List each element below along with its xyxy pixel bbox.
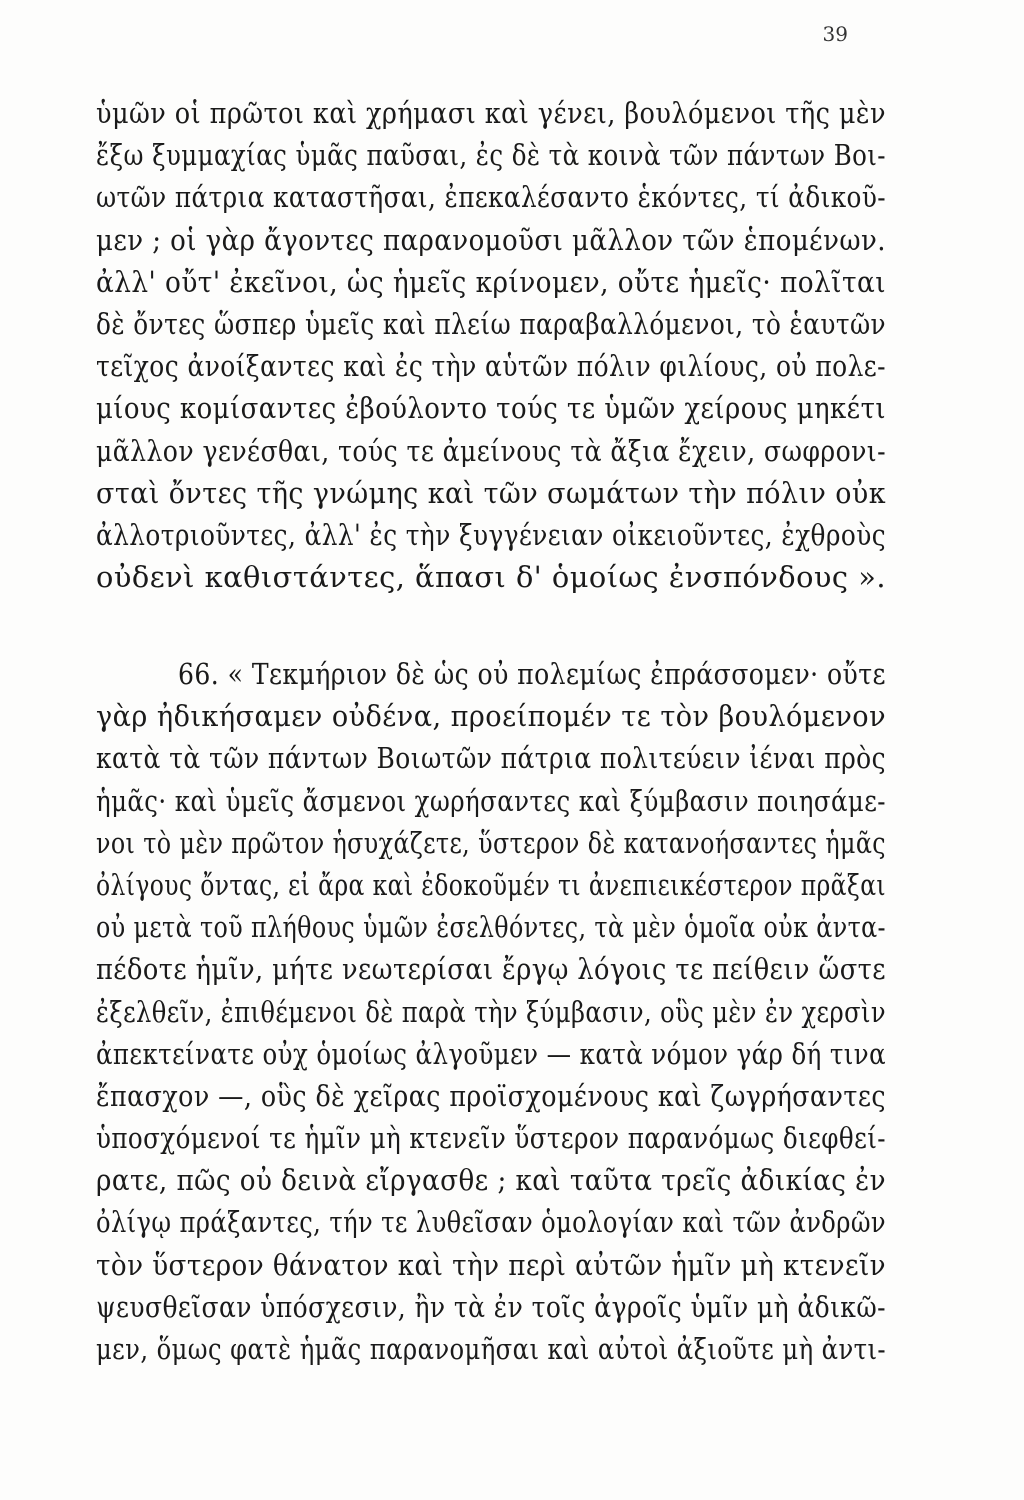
text-line: πέδοτε ἡμῖν, μήτε νεωτερίσαι ἔργῳ λόγοις τε πείθειν ὥστε — [96, 952, 886, 987]
text-line: δὲ ὄντες ὥσπερ ὑμεῖς καὶ πλείω παραβαλλόμενοι, τὸ ἑαυτῶν — [96, 306, 886, 341]
text-line: τεῖχος ἀνοίξαντες καὶ ἐς τὴν αὑτῶν πόλιν φιλίους, οὐ πολε- — [96, 349, 886, 384]
text-line: γὰρ ἠδικήσαμεν οὐδένα, προείπομέν τε τὸν βουλόμενον — [96, 699, 886, 734]
paragraph-66 — [96, 653, 886, 1370]
text-line: ἔξω ξυμμαχίας ὑμᾶς παῦσαι, ἐς δὲ τὰ κοινὰ τῶν πάντων Βοι- — [96, 138, 886, 173]
text-line: ὀλίγῳ πράξαντες, τήν τε λυθεῖσαν ὁμολογίαν καὶ τῶν ἀνδρῶν — [96, 1205, 886, 1240]
text-line: νοι τὸ μὲν πρῶτον ἡσυχάζετε, ὕστερον δὲ κατανοήσαντες ἡμᾶς — [96, 825, 886, 860]
text-line: ἐξελθεῖν, ἐπιθέμενοι δὲ παρὰ τὴν ξύμβασιν, οὓς μὲν ἐν χερσὶν — [96, 994, 886, 1029]
text-line: κατὰ τὰ τῶν πάντων Βοιωτῶν πάτρια πολιτεύειν ἰέναι πρὸς — [96, 741, 886, 776]
text-line: ἔπασχον —, οὓς δὲ χεῖρας προϊσχομένους καὶ ζωγρήσαντες — [96, 1078, 886, 1113]
text-line: ὀλίγους ὄντας, εἰ ἄρα καὶ ἐδοκοῦμέν τι ἀνεπιεικέστερον πρᾶξαι — [96, 867, 886, 902]
text-line: μᾶλλον γενέσθαι, τούς τε ἀμείνους τὰ ἄξια ἔχειν, σωφρονι- — [96, 433, 886, 468]
text-line: ἡμᾶς· καὶ ὑμεῖς ἄσμενοι χωρήσαντες καὶ ξύμβασιν ποιησάμε- — [96, 783, 886, 818]
text-line: οὐδενὶ καθιστάντες, ἅπασι δ' ὁμοίως ἐνσπόνδους ». — [96, 560, 886, 595]
text-line: μίους κομίσαντες ἐβούλοντο τούς τε ὑμῶν χείρους μηκέτι — [96, 391, 886, 426]
text-line: 66. « Τεκμήριον δὲ ὡς οὐ πολεμίως ἐπράσσομεν· οὔτε — [178, 657, 886, 691]
text-line: ἀπεκτείνατε οὐχ ὁμοίως ἀλγοῦμεν — κατὰ νόμον γάρ δή τινα — [96, 1036, 886, 1071]
text-line: ἀλλοτριοῦντες, ἀλλ' ἐς τὴν ξυγγένειαν οἰκειοῦντες, ἐχθροὺς — [96, 517, 886, 552]
text-line: οὐ μετὰ τοῦ πλήθους ὑμῶν ἐσελθόντες, τὰ μὲν ὁμοῖα οὐκ ἀντα- — [96, 910, 886, 945]
text-line: μεν, ὅμως φατὲ ἡμᾶς παρανομῆσαι καὶ αὐτοὶ ἀξιοῦτε μὴ ἀντι- — [96, 1332, 886, 1366]
paragraph-1 — [96, 92, 886, 598]
text-line: ὑποσχόμενοί τε ἡμῖν μὴ κτενεῖν ὕστερον παρανόμως διεφθεί- — [96, 1121, 886, 1156]
text-line: ὑμῶν οἱ πρῶτοι καὶ χρήμασι καὶ γένει, βουλόμενοι τῆς μὲν — [96, 96, 886, 130]
text-line: ωτῶν πάτρια καταστῆσαι, ἐπεκαλέσαντο ἑκόντες, τί ἀδικοῦ- — [96, 180, 886, 215]
text-line: σταὶ ὄντες τῆς γνώμης καὶ τῶν σωμάτων τὴν πόλιν οὐκ — [96, 475, 886, 510]
text-line: ψευσθεῖσαν ὑπόσχεσιν, ἢν τὰ ἐν τοῖς ἀγροῖς ὑμῖν μὴ ἀδικῶ- — [96, 1289, 886, 1324]
text-line: ρατε, πῶς οὐ δεινὰ εἴργασθε ; καὶ ταῦτα τρεῖς ἀδικίας ἐν — [96, 1163, 886, 1198]
page-number: 39 — [822, 22, 848, 46]
text-line: ἀλλ' οὔτ' ἐκεῖνοι, ὡς ἡμεῖς κρίνομεν, οὔτε ἡμεῖς· πολῖται — [96, 264, 886, 299]
text-line: τὸν ὕστερον θάνατον καὶ τὴν περὶ αὐτῶν ἡμῖν μὴ κτενεῖν — [96, 1247, 886, 1282]
text-line: μεν ; οἱ γὰρ ἄγοντες παρανομοῦσι μᾶλλον τῶν ἑπομένων. — [96, 222, 886, 257]
